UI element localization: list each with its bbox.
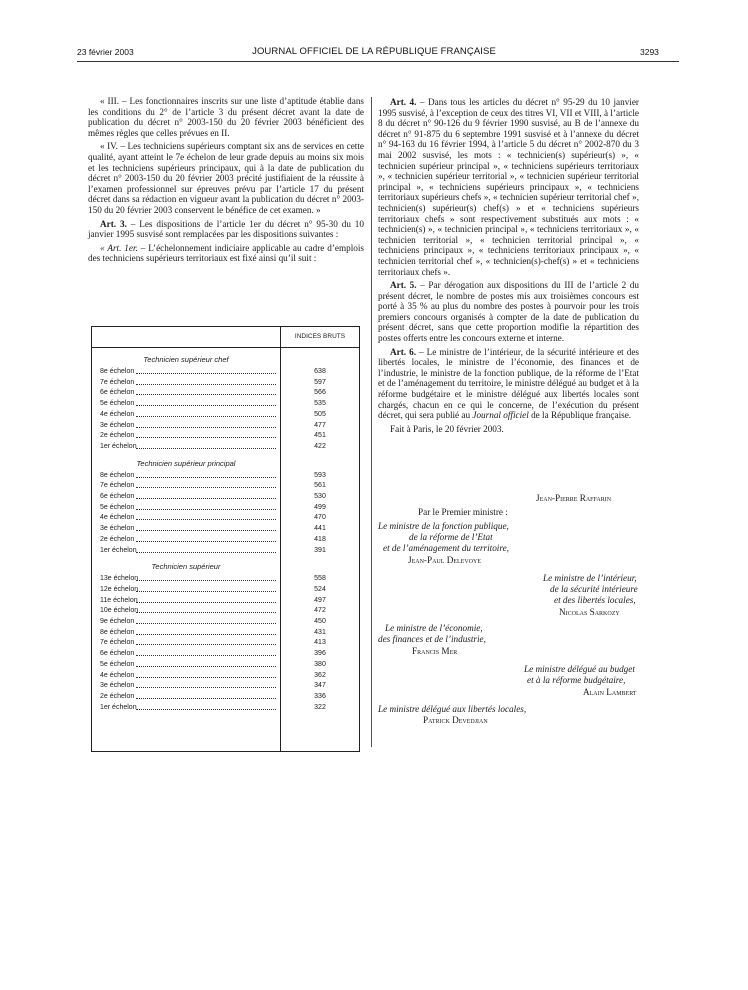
dot-leader [136, 416, 276, 417]
echelon-label: 9e échelon [100, 618, 135, 625]
eco-line-1: Le ministre de l’économie, [385, 623, 483, 633]
right-column [378, 97, 639, 437]
index-value: 558 [314, 575, 326, 583]
index-value: 505 [314, 410, 326, 418]
pm-for: Par le Premier ministre : [418, 507, 508, 517]
int-line-2: de la sécurité intérieure [550, 584, 638, 594]
echelon-label: 6e échelon [100, 650, 135, 658]
dot-leader [136, 384, 276, 385]
index-value: 524 [314, 585, 326, 593]
index-value: 336 [314, 692, 326, 700]
table-row [100, 681, 358, 691]
index-value: 597 [314, 378, 326, 386]
dot-leader [136, 427, 276, 428]
table-section-title: Technicien supérieur [151, 562, 221, 572]
table-row [100, 703, 358, 713]
dot-leader [136, 623, 276, 624]
index-value: 441 [314, 525, 326, 533]
dot-leader [136, 687, 276, 688]
article-5-label: Art. 5. [390, 280, 417, 291]
article-5-text: – Par dérogation aux dispositions du III de l’article 2 du présent décret, le nombre de postes mis aux troisièmes concours est porté à 35 % au plus du nombre des postes à pourvoir pour les trois premiers concours organisés à compter de la date de publication du présent décret, sans que cette proportion modifie la répartition des postes offerts entre les concours externe et interne. [378, 280, 639, 344]
index-value: 431 [314, 628, 326, 636]
dot-leader [136, 498, 276, 499]
echelon-label: 3e échelon [100, 421, 135, 429]
dot-leader [136, 677, 276, 678]
dot-leader [136, 634, 276, 635]
echelon-label: 4e échelon [100, 410, 135, 418]
index-value: 638 [314, 368, 326, 375]
eco-line-2: des finances et de l’industrie, [378, 634, 486, 644]
echelon-label: 3e échelon [100, 682, 135, 690]
dot-leader [136, 591, 276, 592]
budget-name: Alain Lambert [583, 687, 637, 697]
table-row [100, 535, 358, 545]
table-row [100, 638, 358, 648]
dot-leader [136, 541, 276, 542]
table-row [100, 596, 358, 606]
dot-leader [136, 394, 276, 395]
table-row [100, 410, 358, 420]
dot-leader [136, 448, 276, 449]
echelon-label: 4e échelon [100, 514, 135, 522]
table-row [100, 617, 358, 627]
echelon-label: 2e échelon [100, 692, 135, 700]
dot-leader [136, 373, 276, 374]
article-6-label: Art. 6. [390, 346, 416, 357]
budget-line-2: et à la réforme budgétaire, [527, 675, 626, 685]
article-6-journal: Journal officiel [472, 410, 529, 421]
index-value: 472 [314, 607, 326, 615]
index-value: 566 [314, 389, 326, 397]
table-row [100, 628, 358, 638]
article-3 [88, 219, 364, 240]
index-value: 477 [314, 421, 326, 429]
dot-leader [136, 698, 276, 699]
header-rule [77, 61, 679, 62]
table-row [100, 660, 358, 670]
index-value: 450 [314, 618, 326, 625]
article-1-label: « Art. 1er. [100, 242, 138, 253]
dot-leader [136, 666, 276, 667]
index-value: 451 [314, 432, 326, 440]
echelon-label: 11e échelon [100, 596, 138, 604]
echelon-label: 5e échelon [100, 503, 135, 511]
dot-leader [136, 709, 276, 710]
echelon-label: 8e échelon [100, 471, 135, 479]
index-value: 391 [314, 546, 326, 554]
ll-name: Patrick Devedjian [423, 715, 488, 725]
index-value: 347 [314, 682, 326, 690]
echelon-label: 10e échelon [100, 607, 139, 615]
echelon-label: 2e échelon [100, 535, 135, 543]
table-row [100, 388, 358, 398]
index-value: 470 [314, 514, 326, 522]
salary-index-table [91, 326, 360, 752]
header-page-number: 3293 [640, 47, 659, 57]
budget-line-1: Le ministre délégué au budget [524, 664, 635, 674]
echelon-label: 12e échelon [100, 585, 139, 593]
table-row [100, 524, 358, 534]
article-1-quoted [88, 243, 364, 264]
left-column [88, 96, 364, 267]
echelon-label: 2e échelon [100, 432, 135, 440]
table-section-title: Technicien supérieur chef [143, 355, 229, 364]
index-value: 561 [314, 482, 326, 490]
eco-name: Francis Mer [412, 646, 458, 656]
table-row [100, 574, 358, 584]
header-date: 23 février 2003 [77, 47, 134, 57]
dot-leader [136, 437, 276, 438]
article-4 [378, 97, 639, 277]
table-row [100, 431, 358, 441]
article-4-label: Art. 4. [390, 97, 417, 107]
int-name: Nicolas Sarkozy [559, 607, 620, 617]
index-value: 380 [314, 660, 326, 668]
table-section-title: Technicien supérieur principal [136, 458, 236, 468]
index-value: 418 [314, 535, 326, 543]
paragraph-iv: « IV. – Les techniciens supérieurs comptant six ans de services en cette qualité, ayant atteint le 7e échelon de leur grade depuis au moins six mois et les techniciens supérieurs principaux, qui à la date de publication du décret n° 2003-150 du 20 février 2003 précité justifiaient de la réussite à l’examen professionnel sur épreuves prévu par l’article 17 du présent décret dans sa rédaction en vigueur avant la publication du décret n° 2003-150 du 20 février 2003 conservent le bénéfice de cet examen. » [88, 141, 364, 215]
dot-leader [136, 580, 276, 581]
int-line-1: Le ministre de l’intérieur, [543, 573, 637, 583]
dot-leader [136, 612, 276, 613]
fp-line-1: Le ministre de la fonction publique, [378, 521, 509, 531]
table-row [100, 503, 358, 513]
table-header-rule [92, 347, 359, 348]
index-value: 422 [314, 442, 326, 450]
article-4-text: – Dans tous les articles du décret n° 95-29 du 10 janvier 1995 susvisé, à l’exception de ceux des titres VI, VII et VIII, à l’article 8 du décret n° 90-126 du 9 février 1990 susvisé, au B de l’annexe du décret n° 91-875 du 6 septembre 1991 susvisé et à l’annexe du décret n° 94-163 du 16 février 1994, à l’article 5 du décret n° 2002-870 du 3 mai 2002 susvisé, les mots : « technicien(s) supérieur(s) », « technicien supérieur principal », « techniciens supérieurs territoriaux », « technicien supérieur territorial », « technicien supérieur territorial principal », « techniciens supérieurs principaux », « techniciens territoriaux supérieurs chefs », « technicien supérieur territorial chef », technicien(s) supérieur(s) chef(s) » et « techniciens supérieurs territoriaux chefs » sont respectivement substitués aux mots : « technicien(s) », « technicien principal », « techniciens territoriaux », « technicien territorial », « technicien territorial principal », « techniciens principaux », « techniciens territoriaux principaux », « technicien territorial chef », « technicien(s)-chef(s) » et « techniciens territoriaux chefs ». [378, 97, 639, 277]
index-value: 593 [314, 471, 326, 479]
index-value: 530 [314, 493, 326, 500]
dot-leader [136, 530, 276, 531]
table-row [100, 606, 358, 616]
done-at-paris: Fait à Paris, le 20 février 2003. [390, 423, 504, 434]
table-row [100, 399, 358, 409]
int-line-3: et des libertés locales, [554, 595, 636, 605]
fp-line-3: et de l’aménagement du territoire, [383, 543, 509, 553]
article-6-text-a: – Le ministre de l’intérieur, de la sécurité intérieure et des libertés locales, le ministre de l’économie, des finances et de l’industrie, le ministre de la fonction publique, de la réforme de l’Etat et de l’aménagement du territoire, le ministre délégué au budget et à la réforme budgétaire et le ministre délégué aux libertés locales sont chargés, chacun en ce qui le concerne, de l’exécution du présent décret, qui sera publié au [378, 346, 640, 421]
dot-leader [136, 552, 276, 553]
paragraph-iii: « III. – Les fonctionnaires inscrits sur une liste d’aptitude établie dans les conditions du 2° de l’article 3 du présent décret avant la date de publication du décret n° 2003-150 du 20 février 2003 bénéficient des mêmes règles que celles prévues en II. [88, 96, 364, 138]
echelon-label: 7e échelon [100, 482, 135, 490]
table-row [100, 649, 358, 659]
table-row [100, 421, 358, 431]
dot-leader [136, 487, 276, 488]
echelon-label: 5e échelon [100, 660, 135, 668]
echelon-label: 13e échelon [100, 575, 139, 583]
ll-line-1: Le ministre délégué aux libertés locales, [378, 704, 527, 714]
table-row [100, 378, 358, 388]
table-row [100, 513, 358, 523]
echelon-label: 6e échelon [100, 493, 135, 500]
echelon-label: 7e échelon [100, 639, 135, 647]
index-value: 322 [314, 703, 326, 711]
article-5 [378, 280, 639, 344]
table-row [100, 481, 358, 491]
header-journal-title: JOURNAL OFFICIEL DE LA RÉPUBLIQUE FRANÇAISE [252, 46, 496, 57]
fp-name: Jean-Paul Delevoye [408, 555, 481, 565]
index-value: 499 [314, 503, 326, 511]
dot-leader [136, 477, 276, 478]
table-header-indices: INDICES BRUTS [294, 333, 346, 340]
dot-leader [136, 509, 276, 510]
echelon-label: 1er échelon [100, 546, 137, 554]
index-value: 362 [314, 671, 326, 679]
article-1-text: – L’échelonnement indiciaire applicable au cadre d’emplois des techniciens supérieurs territoriaux est fixé ainsi qu’il suit : [88, 242, 364, 264]
echelon-label: 4e échelon [100, 671, 135, 679]
echelon-label: 1er échelon [100, 442, 137, 450]
echelon-label: 8e échelon [100, 628, 135, 636]
column-divider [371, 97, 372, 747]
echelon-label: 7e échelon [100, 378, 135, 386]
echelon-label: 6e échelon [100, 389, 135, 397]
table-row [100, 442, 358, 452]
table-row [100, 367, 358, 377]
dot-leader [136, 519, 276, 520]
index-value: 413 [314, 639, 326, 647]
article-6-text-b: de la République française. [528, 410, 632, 421]
article-3-text: – Les dispositions de l’article 1er du décret n° 95-30 du 10 janvier 1995 susvisé sont remplacées par les dispositions suivantes : [88, 218, 364, 240]
fp-line-2: de la réforme de l’Etat [409, 532, 493, 542]
dot-leader [136, 602, 276, 603]
echelon-label: 8e échelon [100, 368, 135, 375]
table-row [100, 546, 358, 556]
dot-leader [136, 405, 276, 406]
article-3-label: Art. 3. [100, 218, 127, 229]
echelon-label: 3e échelon [100, 525, 135, 533]
pm-signature: Jean-Pierre Raffarin [536, 493, 612, 503]
table-row [100, 692, 358, 702]
table-row [100, 471, 358, 481]
index-value: 535 [314, 400, 326, 408]
table-row [100, 671, 358, 681]
echelon-label: 5e échelon [100, 400, 135, 408]
table-row [100, 492, 358, 502]
index-value: 396 [314, 650, 326, 658]
echelon-label: 1er échelon [100, 703, 137, 711]
article-6 [378, 347, 639, 421]
table-row [100, 585, 358, 595]
dot-leader [136, 644, 276, 645]
index-value: 497 [314, 596, 326, 604]
dot-leader [136, 655, 276, 656]
